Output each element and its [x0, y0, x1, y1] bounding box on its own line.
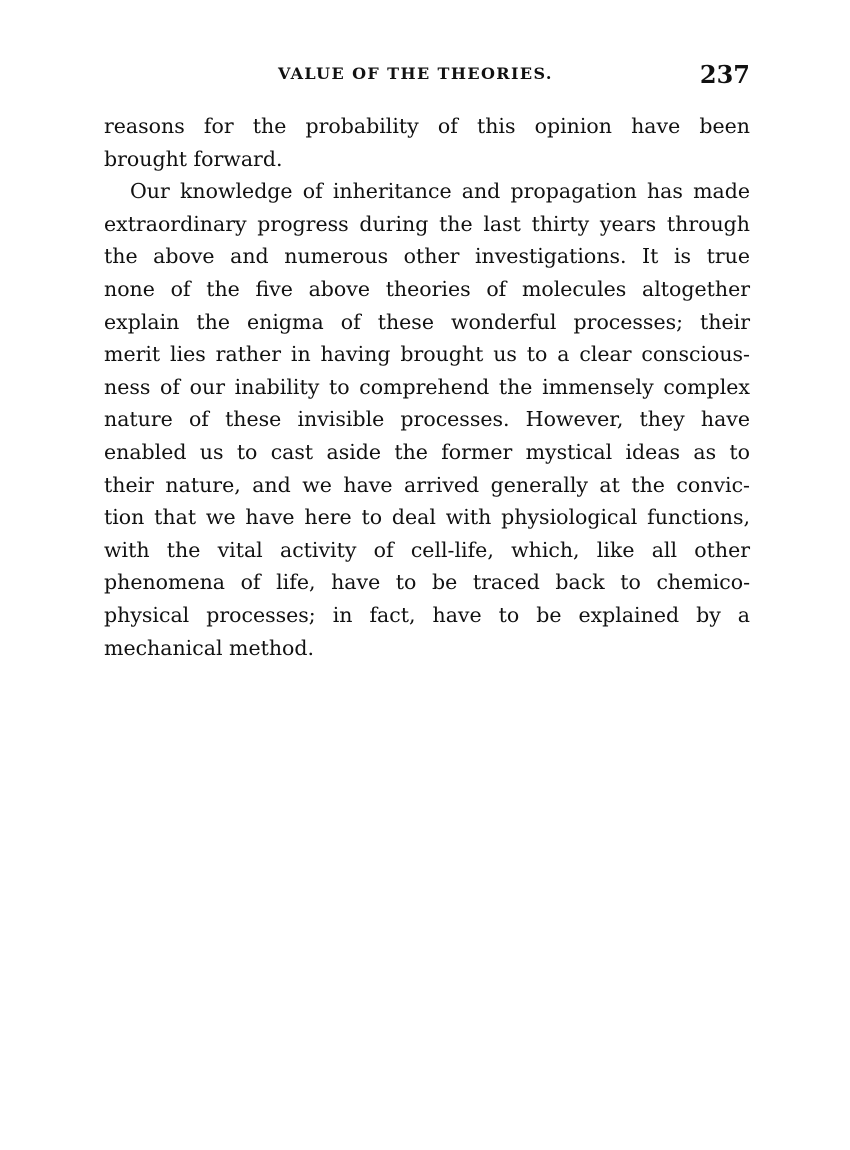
body-text: [104, 110, 750, 664]
text-line: nature of these invisible processes. However, they have: [104, 407, 750, 432]
text-line: with the vital activity of cell-life, which, like all other: [104, 537, 750, 562]
text-line: physical processes; in fact, have to be explained by a: [104, 602, 750, 627]
text-line: explain the enigma of these wonderful processes; their: [104, 309, 750, 334]
text-line: reasons for the probability of this opinion have been: [104, 114, 750, 138]
text-line: merit lies rather in having brought us to a clear conscious-: [104, 342, 750, 367]
text-line: extraordinary progress during the last thirty years through: [104, 211, 750, 236]
running-title: VALUE OF THE THEORIES.: [278, 64, 553, 83]
text-line: Our knowledge of inheritance and propagation has made: [130, 179, 750, 204]
page-number: 237: [699, 60, 750, 89]
text-line: the above and numerous other investigations. It is true: [104, 244, 750, 269]
text-line: brought forward.: [104, 146, 283, 171]
text-line: phenomena of life, have to be traced back to chemico-: [104, 570, 750, 595]
text-line: mechanical method.: [104, 635, 315, 660]
text-line: enabled us to cast aside the former mystical ideas as to: [104, 439, 750, 464]
text-line: none of the five above theories of molecules altogether: [104, 276, 750, 301]
running-head: [104, 62, 750, 92]
text-line: ness of our inability to comprehend the immensely complex: [104, 374, 750, 399]
text-line: tion that we have here to deal with physiological functions,: [104, 505, 750, 530]
text-line: their nature, and we have arrived generally at the convic-: [104, 472, 750, 497]
